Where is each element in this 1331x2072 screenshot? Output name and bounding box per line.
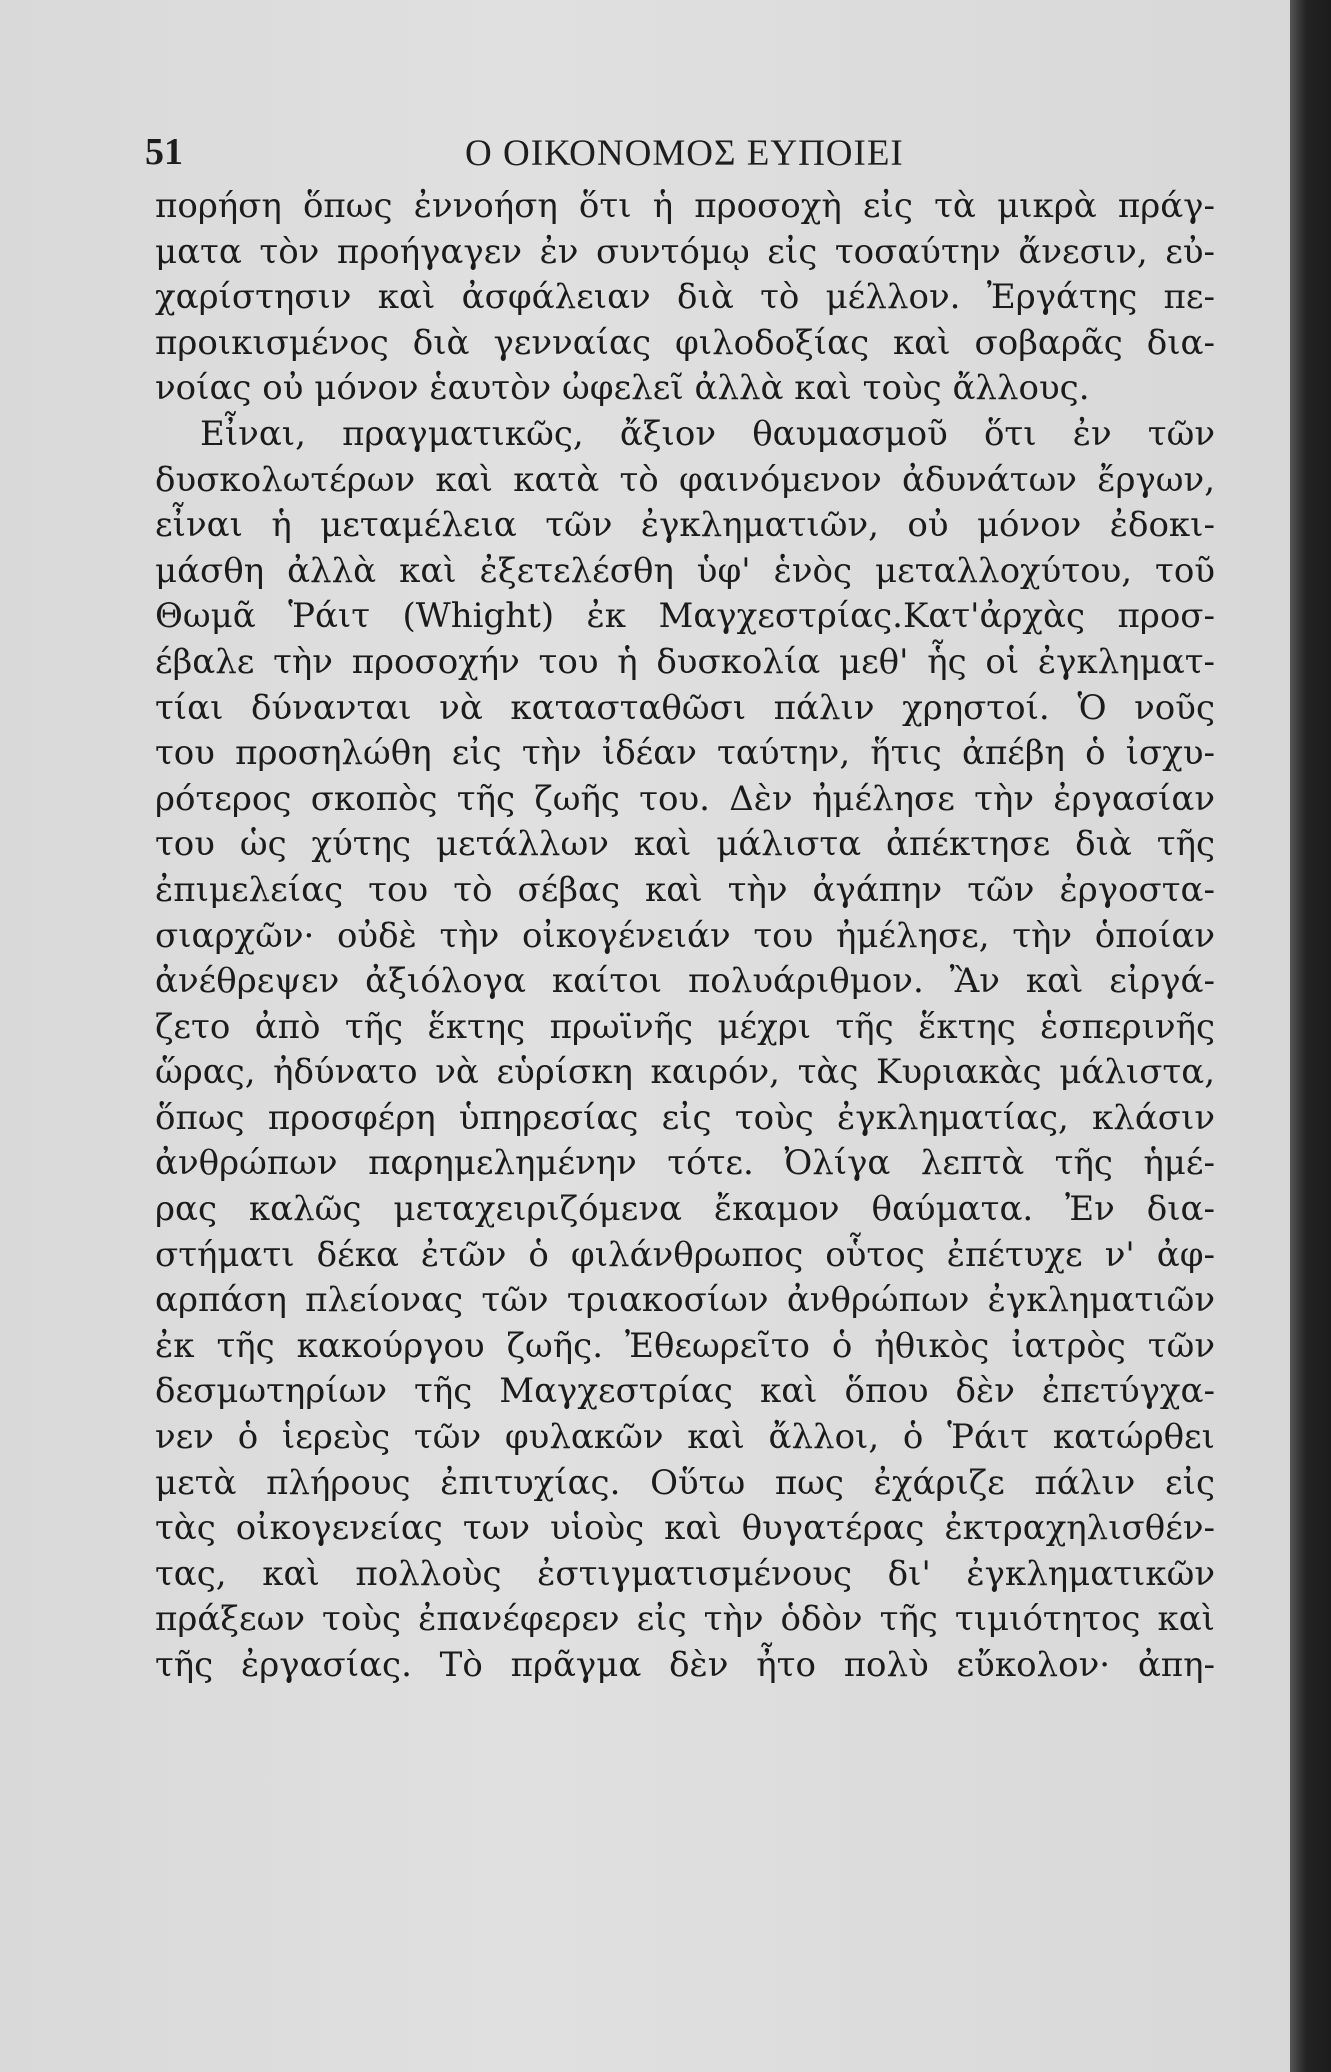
text-line: τῆς ἐργασίας. Τὸ πρᾶγμα δὲν ἦτο πολὺ εὔκολον· ἀπη- xyxy=(155,1645,1215,1685)
text-line: του προσηλώθη εἰς τὴν ἰδέαν ταύτην, ἥτις ἀπέβη ὁ ἰσχυ- xyxy=(155,733,1215,774)
text-line: μάσθη ἀλλὰ καὶ ἐξετελέσθη ὑφ' ἑνὸς μεταλλοχύτου, τοῦ xyxy=(155,550,1215,591)
text-line: σιαρχῶν· οὐδὲ τὴν οἰκογένειάν του ἠμέλησε, τὴν ὁποίαν xyxy=(155,915,1215,956)
text-line: αρπάση πλείονας τῶν τριακοσίων ἀνθρώπων ἐγκληματιῶν xyxy=(155,1280,1215,1321)
page-header xyxy=(145,120,1215,180)
text-line: ματα τὸν προήγαγεν ἐν συντόμῳ εἰς τοσαύτην ἄνεσιν, εὐ- xyxy=(155,231,1215,272)
text-line: έβαλε τὴν προσοχήν του ἡ δυσκολία μεθ' ἧς οἱ ἐγκληματ- xyxy=(155,641,1215,682)
text-line: δυσκολωτέρων καὶ κατὰ τὸ φαινόμενον ἀδυνάτων ἔργων, xyxy=(155,459,1215,500)
text-line: ἐπιμελείας του τὸ σέβας καὶ τὴν ἀγάπην τῶν ἐργοστα- xyxy=(155,869,1215,910)
text-line: ζετο ἀπὸ τῆς ἕκτης πρωϊνῆς μέχρι τῆς ἕκτης ἑσπερινῆς xyxy=(155,1006,1215,1047)
text-line: χαρίστησιν καὶ ἀσφάλειαν διὰ τὸ μέλλον. Ἐργάτης πε- xyxy=(155,277,1215,318)
text-line: Εἶναι, πραγματικῶς, ἄξιον θαυμασμοῦ ὅτι ἐν τῶν xyxy=(200,413,1215,454)
text-line: ἐκ τῆς κακούργου ζωῆς. Ἐθεωρεῖτο ὁ ἠθικὸς ἰατρὸς τῶν xyxy=(155,1325,1215,1366)
text-line: εἶναι ἡ μεταμέλεια τῶν ἐγκληματιῶν, οὐ μόνον ἐδοκι- xyxy=(155,505,1215,546)
page-number: 51 xyxy=(145,131,183,173)
text-line: του ὡς χύτης μετάλλων καὶ μάλιστα ἀπέκτησε διὰ τῆς xyxy=(155,824,1215,865)
page-edge-shadow xyxy=(1290,0,1331,2072)
text-line: νοίας οὐ μόνον ἑαυτὸν ὠφελεῖ ἀλλὰ καὶ τοὺς ἄλλους. xyxy=(155,368,1090,409)
text-line: νεν ὁ ἱερεὺς τῶν φυλακῶν καὶ ἄλλοι, ὁ Ῥάιτ κατώρθει xyxy=(155,1417,1215,1458)
text-line: ὥρας, ἠδύνατο νὰ εὑρίσκη καιρόν, τὰς Κυριακὰς μάλιστα, xyxy=(155,1052,1215,1093)
text-line: Θωμᾶ Ῥάιτ (Whight) ἐκ Μαγχεστρίας.Κατ'ἀρχὰς προσ- xyxy=(155,596,1215,637)
text-line: πράξεων τοὺς ἐπανέφερεν εἰς τὴν ὁδὸν τῆς τιμιότητος καὶ xyxy=(155,1599,1215,1640)
text-line: ὅπως προσφέρη ὑπηρεσίας εἰς τοὺς ἐγκληματίας, κλάσιν xyxy=(155,1097,1215,1138)
text-line: τας, καὶ πολλοὺς ἐστιγματισμένους δι' ἐγκληματικῶν xyxy=(155,1553,1215,1594)
text-line: τίαι δύνανται νὰ κατασταθῶσι πάλιν χρηστοί. Ὁ νοῦς xyxy=(155,687,1215,728)
text-line: πορήση ὅπως ἐννοήση ὅτι ἡ προσοχὴ εἰς τὰ μικρὰ πράγ- xyxy=(155,186,1215,226)
running-head: Ο ΟΙΚΟΝΟΜΟΣ ΕΥΠΟΙΕΙ xyxy=(465,133,904,174)
text-line: ρας καλῶς μεταχειριζόμενα ἔκαμον θαύματα. Ἐν δια- xyxy=(155,1189,1215,1230)
text-line: μετὰ πλήρους ἐπιτυχίας. Οὕτω πως ἐχάριζε πάλιν εἰς xyxy=(155,1462,1215,1503)
text-line: προικισμένος διὰ γενναίας φιλοδοξίας καὶ σοβαρᾶς δια- xyxy=(155,322,1215,363)
text-line: τὰς οἰκογενείας των υἱοὺς καὶ θυγατέρας ἐκτραχηλισθέν- xyxy=(155,1508,1215,1549)
text-line: στήματι δέκα ἐτῶν ὁ φιλάνθρωπος οὗτος ἐπέτυχε ν' ἀφ- xyxy=(155,1234,1215,1275)
text-line: ρότερος σκοπὸς τῆς ζωῆς του. Δὲν ἠμέλησε τὴν ἐργασίαν xyxy=(155,778,1215,819)
text-line: ἀνέθρεψεν ἀξιόλογα καίτοι πολυάριθμον. Ἂν καὶ εἰργά- xyxy=(155,961,1215,1002)
body-text xyxy=(155,184,1215,1689)
text-line: δεσμωτηρίων τῆς Μαγχεστρίας καὶ ὅπου δὲν ἐπετύγχα- xyxy=(155,1371,1215,1412)
text-line: ἀνθρώπων παρημελημένην τότε. Ὀλίγα λεπτὰ τῆς ἡμέ- xyxy=(155,1143,1215,1184)
